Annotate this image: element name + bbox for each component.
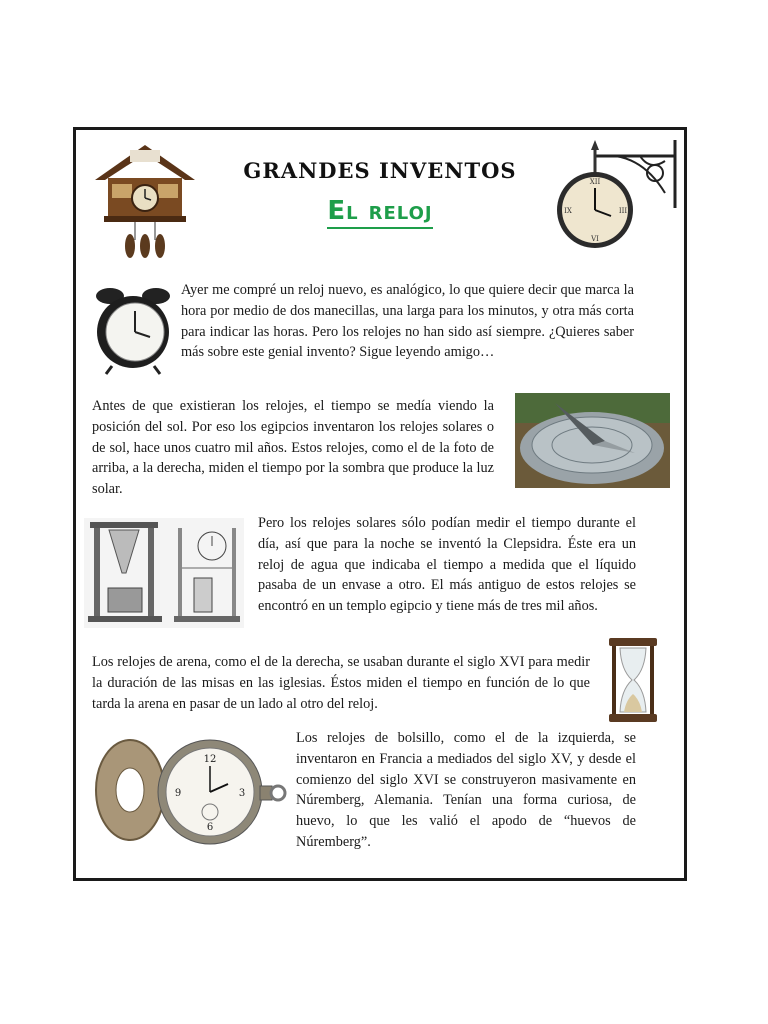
clepsydra-paragraph: Pero los relojes solares sólo podían medir el tiempo durante el día, así que para la noche se inventó la Clepsidra. Éste era un reloj de agua que indicaba el tiempo a medida que el líquido pasaba de un envase a otro. El más antiguo de estos relojes se encontró en un templo egipcio y tiene más de tres mil años. (258, 515, 636, 615)
wall-clock-icon (555, 138, 680, 253)
svg-text:3: 3 (238, 788, 246, 799)
svg-text:IX: IX (564, 207, 572, 215)
svg-text:XII: XII (589, 178, 601, 186)
svg-text:VI: VI (591, 235, 599, 243)
clepsydra-icon (84, 518, 244, 628)
cuckoo-clock-icon (90, 140, 200, 260)
alarm-clock-icon (92, 286, 174, 376)
svg-text:12: 12 (203, 754, 217, 765)
hourglass-icon (607, 636, 659, 724)
intro-paragraph: Ayer me compré un reloj nuevo, es analógico, lo que quiere decir que marca la hora por medio de dos manecillas, una larga para los minutos, y otra más corta para indicar las horas. Pero los relojes no han sido así siempre. ¿Quieres saber más sobre este genial invento? Sigue leyendo amigo… (181, 282, 634, 361)
svg-text:6: 6 (206, 822, 214, 833)
svg-text:9: 9 (174, 788, 182, 799)
sun-paragraph: Antes de que existieran los relojes, el tiempo se medía viendo la posición del sol. Por eso los egipcios inventaron los relojes solares o de sol, hace unos cuatro mil años. Estos relojes, como el de la foto de arriba, a la derecha, miden el tiempo por la sombra que produce la luz solar. (92, 398, 494, 498)
page-title: GRANDES INVENTOS (243, 158, 517, 183)
svg-text:III: III (618, 207, 628, 215)
pocket-paragraph: Los relojes de bolsillo, como el de la izquierda, se inventaron en Francia a mediados del siglo XV, y desde el comienzo del siglo XVI se construyeron masivamente en Núremberg, Alemania. Tenían una forma curiosa, de huevo, lo que les valió el apodo de “huevos de Núremberg”. (296, 730, 636, 850)
sand-paragraph: Los relojes de arena, como el de la derecha, se usaban durante el siglo XVI para medir la duración de las misas en las iglesias. Éstos miden el tiempo en función de lo que tarda la arena en pasar de un lado al otro del reloj. (92, 654, 590, 712)
sundial-icon (515, 393, 670, 488)
pocket-watch-icon (92, 732, 287, 847)
page-subtitle: El reloj (290, 196, 470, 226)
